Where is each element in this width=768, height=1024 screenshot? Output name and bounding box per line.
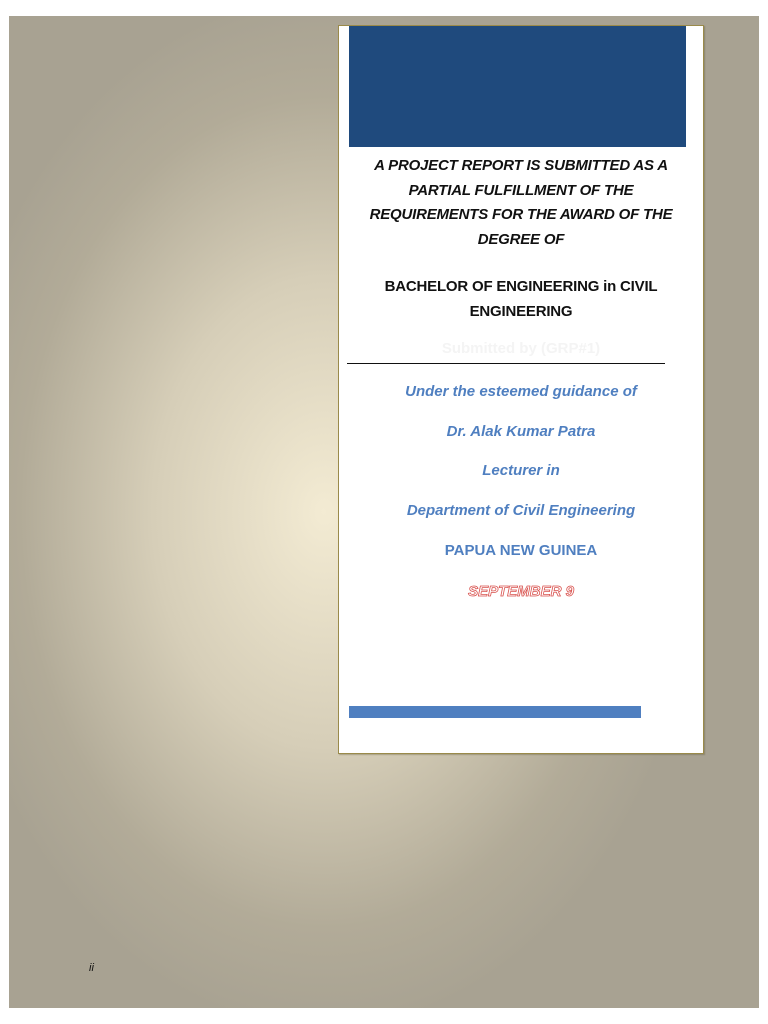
report-title xyxy=(339,154,703,252)
submission-date: SEPTEMBER 9 xyxy=(468,583,574,600)
degree-title-line: ENGINEERING xyxy=(469,303,573,320)
guidance-label: Under the esteemed guidance of xyxy=(405,383,637,400)
guide-name: Dr. Alak Kumar Patra xyxy=(446,423,596,440)
report-title-line: REQUIREMENTS FOR THE AWARD OF THE xyxy=(369,206,673,223)
divider-line xyxy=(347,363,665,364)
report-title-line: PARTIAL FULFILLMENT OF THE xyxy=(408,181,634,199)
submitted-by: Submitted by (GRP#1) xyxy=(441,340,601,357)
guide-title: Lecturer in xyxy=(482,462,560,479)
degree-title-line: BACHELOR OF ENGINEERING in CIVIL xyxy=(384,278,658,295)
page-number: ii xyxy=(89,962,94,974)
country-name: PAPUA NEW GUINEA xyxy=(444,542,598,559)
degree-title xyxy=(339,274,703,324)
cover-top-band xyxy=(349,26,686,147)
cover-page-box xyxy=(338,25,704,754)
report-title-line: A PROJECT REPORT IS SUBMITTED AS A xyxy=(374,157,668,174)
cover-bottom-bar xyxy=(349,706,641,718)
department-name: Department of Civil Engineering xyxy=(406,502,636,519)
report-title-line: DEGREE OF xyxy=(477,230,565,248)
